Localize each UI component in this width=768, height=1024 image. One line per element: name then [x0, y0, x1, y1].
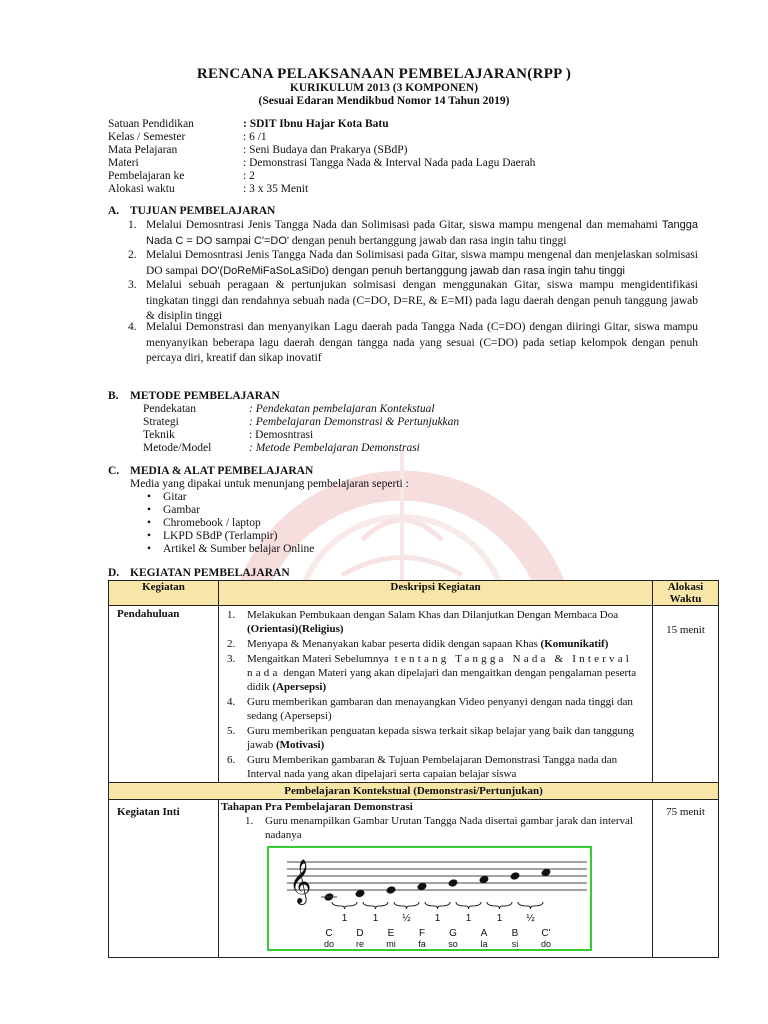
- media-item: • Chromebook / laptop: [147, 517, 261, 529]
- method-row: Pendekatan : Pendekatan pembelajaran Kontekstual: [143, 403, 435, 415]
- note-letter: C: [325, 928, 333, 939]
- note-head: [448, 878, 459, 888]
- list-item: 1. Melakukan Pembukaan dengan Salam Khas dan Dilanjutkan Dengan Membaca Doa (Orientasi)(Religius): [227, 609, 619, 635]
- solfege-label: re: [355, 939, 365, 949]
- header-kegiatan: Kegiatan: [109, 581, 219, 606]
- media-intro: Media yang dipakai untuk menunjang pembelajaran seperti :: [130, 478, 409, 490]
- scale-staff-image: [267, 846, 592, 951]
- pendahuluan-description: [219, 606, 653, 783]
- note-letter: A: [480, 928, 488, 939]
- interval-label: 1: [372, 913, 379, 924]
- interval-brace: [425, 902, 450, 909]
- media-item: • Gambar: [147, 504, 201, 516]
- activity-table: [108, 580, 719, 958]
- solfege-label: do: [323, 939, 335, 949]
- identity-row: Kelas / Semester : 6 /1: [108, 131, 267, 143]
- media-item: • Gitar: [147, 491, 187, 503]
- note-letter: E: [387, 928, 395, 939]
- interval-brace: [332, 902, 357, 909]
- section-c-heading: C. MEDIA & ALAT PEMBELAJARAN: [108, 465, 314, 477]
- note-head: [386, 885, 397, 895]
- identity-row: Satuan Pendidikan : SDIT Ibnu Hajar Kota Batu: [108, 118, 389, 130]
- list-item: 2. Menyapa & Menanyakan kabar peserta didik dengan sapaan Khas (Komunikatif): [227, 638, 609, 650]
- header-deskripsi: Deskripsi Kegiatan: [219, 581, 653, 606]
- identity-row: Materi : Demonstrasi Tangga Nada & Interval Nada pada Lagu Daerah: [108, 157, 536, 169]
- solfege-label: si: [511, 939, 519, 949]
- goal-item: 1. Melalui Demosntrasi Jenis Tangga Nada dan Solimisasi pada Gitar, siswa mampu mengenal dan memahami Tangga Nada C = DO sampai C'=DO' dengan penuh bertanggung jawab dan rasa ingin tahu tinggi: [128, 219, 698, 247]
- interval-label: ½: [526, 913, 535, 924]
- goal-item: 3. Melalui sebuah peragaan & pertunjukan solmisasi dengan menggunakan Gitar, siswa mampu mengidentifikasi tingkatan tinggi dan rendahnya sebuah nada (C=DO, D=RE, & E=MI) pada lagu daerah dengan penuh tanggung jawab & disiplin tinggi: [128, 279, 698, 322]
- note-letter: B: [511, 928, 519, 939]
- interval-label: 1: [341, 913, 348, 924]
- list-item: 6. Guru Memberikan gambaran & Tujuan Pembelajaran Demonstrasi Tangga nada dan Interval nada yang akan dipelajari serta capaian belajar siswa: [227, 754, 618, 780]
- inti-description: [219, 800, 653, 958]
- interval-brace: [487, 902, 512, 909]
- section-b-heading: B. METODE PEMBELAJARAN: [108, 390, 280, 402]
- interval-brace: [518, 902, 543, 909]
- list-item: 3. Mengaitkan Materi Sebelumnya tentang Tangga Nada & Interval nada dengan Materi yang akan dipelajari dan mengaitkan dengan pengalaman peserta didik (Apersepsi): [227, 653, 637, 693]
- identity-row: Alokasi waktu : 3 x 35 Menit: [108, 183, 309, 195]
- inti-subtitle: Tahapan Pra Pembelajaran Demonstrasi: [221, 801, 413, 813]
- interval-brace: [394, 902, 419, 909]
- document-note: (Sesuai Edaran Mendikbud Nomor 14 Tahun 2019): [258, 95, 510, 107]
- solfege-label: so: [448, 939, 458, 949]
- media-item: • LKPD SBdP (Terlampir): [147, 530, 278, 542]
- method-row: Strategi : Pembelajaran Demonstrasi & Pertunjukkan: [143, 416, 460, 428]
- solfege-label: mi: [386, 939, 396, 949]
- musical-staff: [269, 848, 590, 949]
- note-head: [510, 871, 521, 881]
- interval-brace: [456, 902, 481, 909]
- interval-label: ½: [402, 913, 411, 924]
- solfege-label: do: [540, 939, 552, 949]
- interval-label: 1: [465, 913, 472, 924]
- section-d-heading: D. KEGIATAN PEMBELAJARAN: [108, 567, 290, 579]
- time-pendahuluan: 15 menit: [653, 606, 719, 783]
- goal-item: 4. Melalui Demonstrasi dan menyanyikan Lagu daerah pada Tangga Nada (C=DO) dengan diiringi Gitar, siswa mampu menyanyikan beberapa lagu daerah dengan tangga nada yang sesuai (C=DO) pada setiap kelompok dengan penuh percaya diri, kreatif dan sikap inovatif: [128, 321, 698, 364]
- time-inti: 75 menit: [653, 800, 719, 958]
- list-item: 5. Guru memberikan penguatan kepada siswa terkait sikap belajar yang baik dan tanggung jawab (Motivasi): [227, 725, 635, 751]
- identity-row: Pembelajaran ke : 2: [108, 170, 255, 182]
- interval-label: 1: [434, 913, 441, 924]
- list-item: 1. Guru menampilkan Gambar Urutan Tangga Nada disertai gambar jarak dan interval nadanya: [245, 815, 634, 841]
- method-row: Metode/Model : Metode Pembelajaran Demonstrasi: [143, 442, 420, 454]
- note-letter: G: [449, 928, 457, 939]
- section-band: Pembelajaran Kontekstual (Demonstrasi/Pertunjukan): [109, 783, 719, 800]
- document-title: RENCANA PELAKSANAAN PEMBELAJARAN(RPP ): [196, 66, 572, 82]
- method-row: Teknik : Demosntrasi: [143, 429, 314, 441]
- interval-label: 1: [496, 913, 503, 924]
- list-item: 4. Guru memberikan gambaran dan menayangkan Video penyanyi dengan nada tinggi dan sedang (Apersepsi): [227, 696, 633, 722]
- solfege-label: fa: [418, 939, 426, 949]
- row-label-pendahuluan: Pendahuluan: [109, 606, 219, 783]
- note-letter: D: [356, 928, 364, 939]
- media-item: • Artikel & Sumber belajar Online: [147, 543, 315, 555]
- note-letter: F: [418, 928, 426, 939]
- note-letter: C': [541, 928, 551, 939]
- identity-row: Mata Pelajaran : Seni Budaya dan Prakarya (SBdP): [108, 144, 408, 156]
- goal-item: 2. Melalui Demosntrasi Jenis Tangga Nada dan Solimisasi pada Gitar, siswa mampu mengenal dan menjelaskan solmisasi DO sampai DO'(DoReMiFaSoLaSiDo) dengan penuh bertanggung jawab dan rasa ingin tahu tinggi: [128, 249, 698, 277]
- treble-clef-icon: 𝄞: [289, 859, 312, 903]
- document-subtitle: KURIKULUM 2013 (3 KOMPONEN): [289, 82, 479, 94]
- row-label-inti: Kegiatan Inti: [109, 800, 219, 958]
- interval-brace: [363, 902, 388, 909]
- solfege-label: la: [480, 939, 488, 949]
- header-alokasi: Alokasi Waktu: [653, 581, 719, 606]
- section-a-heading: A. TUJUAN PEMBELAJARAN: [108, 205, 276, 217]
